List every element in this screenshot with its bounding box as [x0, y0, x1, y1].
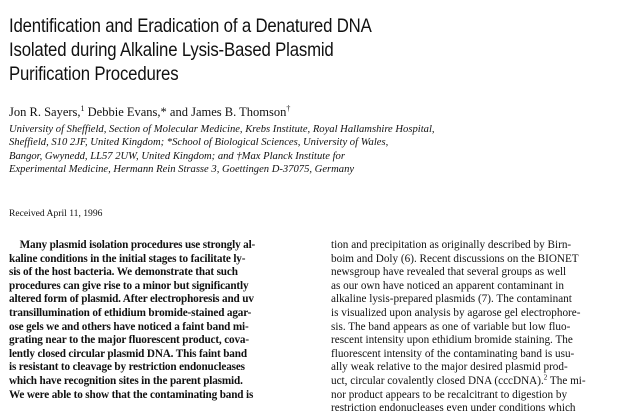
- abstract-line: lently closed circular plasmid DNA. This faint band: [9, 347, 247, 360]
- body-line-text: uct, circular covalently closed DNA (cccDNA).: [331, 374, 544, 387]
- body-line: restriction endonucleases even under conditions which: [331, 402, 576, 415]
- abstract-line: grating near to the major fluorescent product, cova-: [9, 334, 249, 347]
- author-name: Jon R. Sayers,: [9, 105, 81, 119]
- received-date: Received April 11, 1996: [9, 208, 103, 219]
- author-names: Debbie Evans,* and James B. Thomson: [84, 105, 287, 119]
- abstract-column: [9, 239, 315, 402]
- body-line: alkaline lysis-prepared plasmids (7). The contaminant: [331, 293, 572, 306]
- body-line: newsgroup have revealed that several groups as well: [331, 266, 567, 279]
- abstract-line: transillumination of ethidium bromide-stained agar-: [9, 306, 252, 319]
- body-line: [331, 375, 637, 389]
- abstract-line: We were able to show that the contaminating band is: [9, 388, 254, 401]
- body-line: rescent intensity upon ethidium bromide staining. The: [331, 334, 573, 347]
- author-list: [9, 105, 290, 120]
- abstract-line: which have recognition sites in the parent plasmid.: [9, 374, 243, 387]
- footnote-marker: 1: [80, 103, 85, 113]
- footnote-marker: 2: [543, 373, 548, 382]
- body-line: as our own have noticed an apparent contaminant in: [331, 279, 564, 292]
- abstract-line: is resistant to cleavage by restriction endonucleases: [9, 361, 245, 374]
- title-line: Purification Procedures: [9, 63, 179, 85]
- abstract-line: altered form of plasmid. After electrophoresis and uv: [9, 293, 254, 306]
- body-line: boim and Doly (6). Recent discussions on the BIONET: [331, 252, 579, 265]
- abstract-line: kaline conditions in the initial stages to facilitate ly-: [9, 252, 246, 265]
- body-line: is visualized upon analysis by agarose gel electrophore-: [331, 306, 581, 319]
- body-line: fluorescent intensity of the contaminating band is usu-: [331, 347, 575, 360]
- affiliation-line: Sheffield, S10 2JF, United Kingdom; *School of Biological Sciences, University of Wales,: [9, 137, 389, 149]
- body-column: [331, 239, 637, 416]
- body-line: nor product appears to be recalcitrant to digestion by: [331, 388, 568, 401]
- abstract-line: procedures can give rise to a minor but significantly: [9, 279, 249, 292]
- body-line: tion and precipitation as originally described by Birn-: [331, 239, 572, 251]
- abstract-line: ose gels we and others have noticed a faint band mi-: [9, 320, 249, 333]
- body-line: sis. The band appears as one of variable but low fluo-: [331, 320, 571, 333]
- body-line-text: The mi-: [547, 374, 586, 387]
- title-line: Isolated during Alkaline Lysis-Based Plasmid: [9, 39, 334, 61]
- dagger-marker: †: [286, 103, 291, 113]
- affiliation-line: Bangor, Gwynedd, LL57 2UW, United Kingdom; and †Max Planck Institute for: [9, 150, 345, 162]
- body-line: ally weak relative to the major desired plasmid prod-: [331, 361, 568, 374]
- affiliation-line: Experimental Medicine, Hermann Rein Strasse 3, Goettingen D-37075, Germany: [9, 164, 355, 176]
- title-line: Identification and Eradication of a Denatured DNA: [9, 15, 372, 37]
- affiliations: [9, 123, 435, 177]
- abstract-line: sis of the host bacteria. We demonstrate that such: [9, 266, 238, 279]
- article-title: [9, 14, 372, 86]
- affiliation-line: University of Sheffield, Section of Molecular Medicine, Krebs Institute, Royal Hallamshire Hospital,: [9, 124, 435, 135]
- abstract-line: Many plasmid isolation procedures use strongly al-: [9, 239, 256, 251]
